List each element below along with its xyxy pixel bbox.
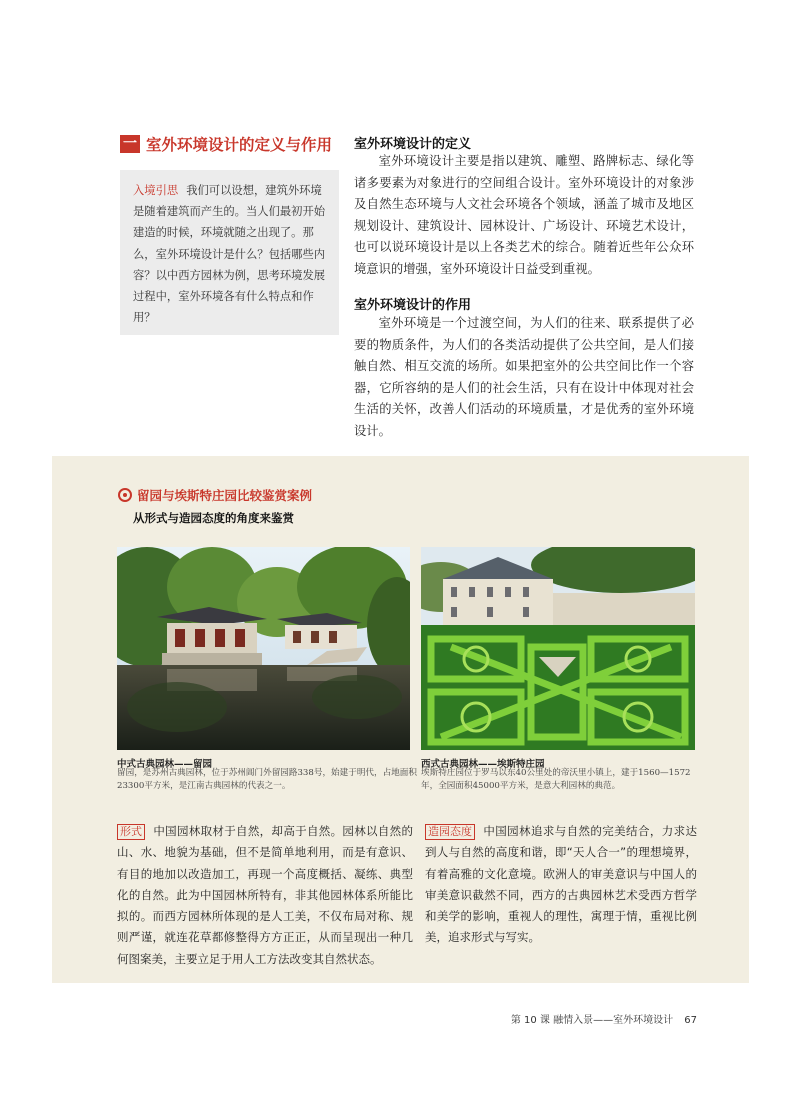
villa-caption-title: 西式古典园林——埃斯特庄园 <box>421 759 545 770</box>
intro-label: 入境引思 <box>133 184 179 197</box>
attitude-text: 中国园林追求与自然的完美结合，力求达到人与自然的高度和谐，即“天人合一”的理想境界，有着高雅的文化意境。欧洲人的审美意识与中国人的审美意识截然不同，西方的古典园林艺术受西方哲学和美学的影响，重视人的理性，寓理于情，重视比例美，追求形式与写实。 <box>425 824 697 945</box>
section-number: 一 <box>120 135 140 153</box>
section-heading <box>120 133 332 155</box>
form-text: 中国园林取材于自然，却高于自然。园林以自然的山、水、地貌为基础，但不是简单地利用，而是有意识、有目的地加以改造加工，再现一个高度概括、凝练、典型化的自然。此为中国园林所特有，非其他园林体系所能比拟的。而西方园林所体现的是人工美，不仅布局对称、规则严谨，就连花草都修整得方方正正，从而呈现出一种几何图案美，主要立足于用人工方法改变其自然状态。 <box>117 824 413 966</box>
function-heading: 室外环境设计的作用 <box>354 298 472 313</box>
attitude-tag: 造园态度 <box>425 824 475 840</box>
definition-body: 室外环境设计主要是指以建筑、雕塑、路牌标志、绿化等诸多要素为对象进行的空间组合设计。室外环境设计的对象涉及自然生态环境与人文社会环境各个领域，涵盖了城市及地区规划设计、建筑设计、园林设计、广场设计、环境艺术设计，也可以说环境设计是以上各类艺术的综合。随着近些年公众环境意识的增强，室外环境设计日益受到重视。 <box>354 154 694 276</box>
case-title <box>118 486 312 504</box>
target-circle-icon <box>118 488 132 502</box>
liuyuan-garden-photo <box>117 547 410 750</box>
section-title: 室外环境设计的定义与作用 <box>146 136 333 154</box>
case-title-text: 留园与埃斯特庄园比较鉴赏案例 <box>137 488 313 503</box>
page-footer <box>511 1011 697 1026</box>
intro-paragraph <box>133 180 329 328</box>
villa-caption-desc: 埃斯特庄园位于罗马以东40公里处的帝沃里小镇上，建于1560—1572年，全园面积45000平方米，是意大利园林的典范。 <box>421 768 691 791</box>
footer-lesson: 第 10 课 融情入景——室外环境设计 <box>510 1015 674 1026</box>
case-subtitle: 从形式与造园态度的角度来鉴赏 <box>133 511 294 525</box>
liuyuan-caption-desc: 留园，是苏州古典园林，位于苏州阊门外留园路338号，始建于明代，占地面积23300平方米，是江南古典园林的代表之一。 <box>117 768 417 791</box>
form-tag: 形式 <box>117 824 145 840</box>
intro-text: 我们可以设想，建筑外环境是随着建筑而产生的。当人们最初开始建造的时候，环境就随之出现了。那么，室外环境设计是什么？包括哪些内容？以中西方园林为例，思考环境发展过程中，室外环境各有什么特点和作用？ <box>133 184 326 325</box>
function-body: 室外环境是一个过渡空间，为人们的往来、联系提供了必要的物质条件，为人们的各类活动提供了公共空间，是人们接触自然、相互交流的场所。如果把室外的公共空间比作一个容器，它所容纳的是人们的社会生活，只有在设计中体现对社会生活的关怀，改善人们活动的环境质量，才是优秀的室外环境设计。 <box>354 316 694 438</box>
form-paragraph <box>117 821 413 970</box>
definition-heading: 室外环境设计的定义 <box>354 137 472 152</box>
villa-garden-photo <box>421 547 695 750</box>
attitude-paragraph <box>425 821 697 949</box>
page-number: 67 <box>684 1015 697 1026</box>
liuyuan-caption-title: 中式古典园林——留园 <box>117 759 213 770</box>
